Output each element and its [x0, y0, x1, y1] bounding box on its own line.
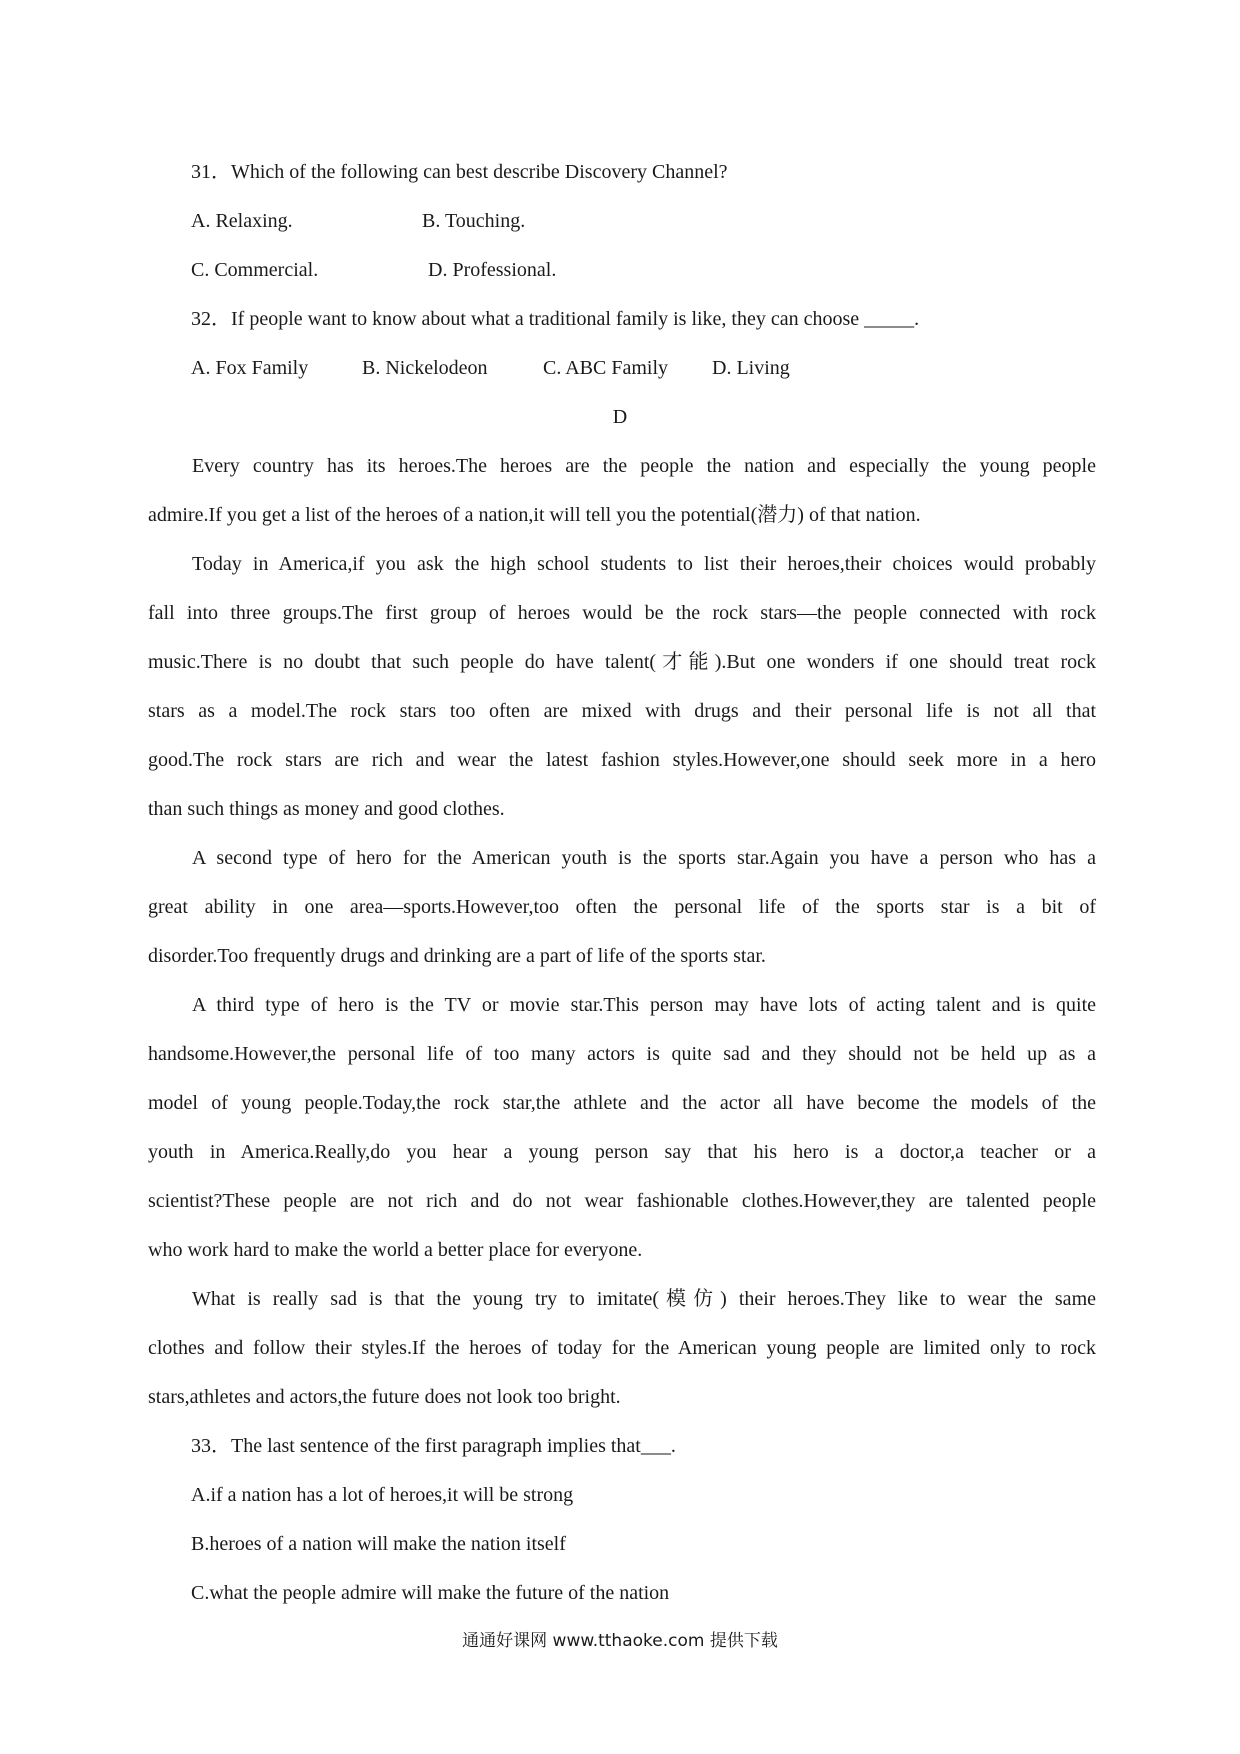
question-32-option-c: C. ABC Family: [543, 357, 669, 379]
question-31-option-c: C. Commercial.: [191, 259, 319, 281]
passage-p4-line: model of young people.Today,the rock star,the athlete and the actor all have become the models of the: [148, 1092, 1096, 1114]
passage-p5-line: stars,athletes and actors,the future does not look too bright.: [148, 1386, 621, 1408]
question-32-option-a: A. Fox Family: [191, 357, 309, 379]
question-33-stem: 33．The last sentence of the first paragraph implies that___.: [191, 1435, 676, 1457]
question-33-option-c: C.what the people admire will make the future of the nation: [191, 1582, 670, 1604]
passage-p5-line: What is really sad is that the young try to imitate(模仿) their heroes.They like to wear the same: [192, 1288, 1096, 1310]
question-31-option-d: D. Professional.: [428, 259, 557, 281]
passage-p4-line: who work hard to make the world a better place for everyone.: [148, 1239, 643, 1261]
passage-p2-line: than such things as money and good clothes.: [148, 798, 505, 820]
passage-p2-line: fall into three groups.The first group of heroes would be the rock stars—the people connected with rock: [148, 602, 1096, 624]
passage-p4-line: A third type of hero is the TV or movie star.This person may have lots of acting talent and is quite: [192, 994, 1096, 1016]
passage-p1-line: admire.If you get a list of the heroes of a nation,it will tell you the potential(潜力) of that nation.: [148, 504, 921, 526]
question-33-option-b: B.heroes of a nation will make the nation itself: [191, 1533, 566, 1555]
question-31-stem: 31．Which of the following can best describe Discovery Channel?: [191, 161, 728, 183]
passage-p2-line: good.The rock stars are rich and wear the latest fashion styles.However,one should seek more in a hero: [148, 749, 1096, 771]
question-31-option-b: B. Touching.: [422, 210, 526, 232]
question-31-option-a: A. Relaxing.: [191, 210, 293, 232]
passage-p5-line: clothes and follow their styles.If the heroes of today for the American young people are limited only to rock: [148, 1337, 1096, 1359]
passage-p4-line: scientist?These people are not rich and do not wear fashionable clothes.However,they are talented people: [148, 1190, 1096, 1212]
passage-p2-line: Today in America,if you ask the high school students to list their heroes,their choices would probably: [192, 553, 1096, 575]
passage-p4-line: youth in America.Really,do you hear a young person say that his hero is a doctor,a teacher or a: [148, 1141, 1096, 1163]
passage-p1-line: Every country has its heroes.The heroes are the people the nation and especially the young people: [192, 455, 1096, 477]
question-32-option-d: D. Living: [712, 357, 790, 379]
question-32-stem: 32．If people want to know about what a traditional family is like, they can choose _____.: [191, 308, 920, 330]
question-32-option-b: B. Nickelodeon: [362, 357, 488, 379]
passage-p3-line: great ability in one area—sports.However,too often the personal life of the sports star is a bit of: [148, 896, 1096, 918]
section-label: D: [612, 406, 628, 428]
passage-p3-line: disorder.Too frequently drugs and drinking are a part of life of the sports star.: [148, 945, 766, 967]
passage-p2-line: music.There is no doubt that such people do have talent(才能).But one wonders if one should treat rock: [148, 651, 1096, 673]
passage-p2-line: stars as a model.The rock stars too often are mixed with drugs and their personal life is not all that: [148, 700, 1096, 722]
page-footer: 通通好课网 www.tthaoke.com 提供下载: [462, 1631, 778, 1651]
passage-p3-line: A second type of hero for the American youth is the sports star.Again you have a person who has a: [192, 847, 1096, 869]
passage-p4-line: handsome.However,the personal life of too many actors is quite sad and they should not be held up as a: [148, 1043, 1096, 1065]
question-33-option-a: A.if a nation has a lot of heroes,it will be strong: [191, 1484, 574, 1506]
